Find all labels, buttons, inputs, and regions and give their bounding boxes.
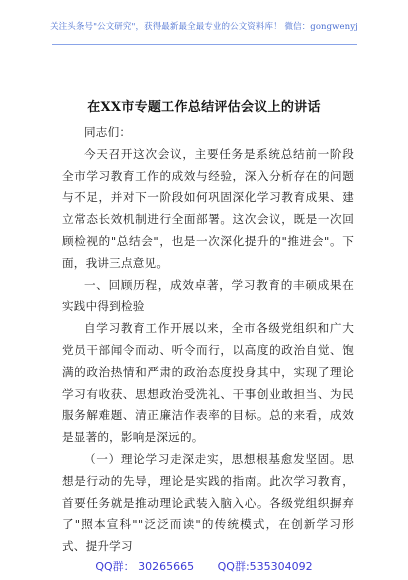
header-divider — [52, 44, 357, 45]
document-title: 在XX市专题工作总结评估会议上的讲话 — [87, 100, 321, 115]
paragraph-intro: 今天召开这次会议，主要任务是系统总结前一阶段全市学习教育工作的成效与经验，深入分析存在的问题与不足，并对下一阶段如何巩固深化学习教育成果、建立常态长效机制进行全面部署。这次会议，既是一次回顾检视的"总结会"，也是一次深化提升的"推进会"。下面，我讲三点意见。 — [62, 146, 354, 270]
footer-qq-group-2: QQ群:535304092 — [217, 560, 313, 573]
paragraph-overview: 自学习教育工作开展以来，全市各级党组织和广大党员干部闻令而动、听令而行，以高度的政治自觉、饱满的政治热情和严肃的政治态度投身其中，实现了理论学习有收获、思想政治受洗礼、干事创业敢担当、为民服务解难题、清正廉洁作表率的目标。总的来看，成效是显著的，影响是深远的。 — [62, 321, 354, 445]
header-banner: 关注头条号"公文研究"，获得最新最全最专业的公文资料库！ 微信：gongwenyj — [50, 22, 358, 32]
section-heading-1: 一、回顾历程，成效卓著，学习教育的丰硕成果在实践中得到检验 — [62, 277, 354, 314]
footer-contact — [0, 558, 408, 574]
salutation: 同志们： — [84, 125, 132, 139]
footer-qq-group-1: QQ群： 30265665 — [95, 560, 195, 573]
paragraph-subsection-1: （一）理论学习走深走实，思想根基愈发坚固。思想是行动的先导，理论是实践的指南。此次学习教育，首要任务就是推动理论武装入脑入心。各级党组织摒弃了"照本宣科""泛泛而读"的传统模式，在创新学习形式、提升学习 — [62, 451, 354, 554]
document-body — [62, 118, 354, 558]
